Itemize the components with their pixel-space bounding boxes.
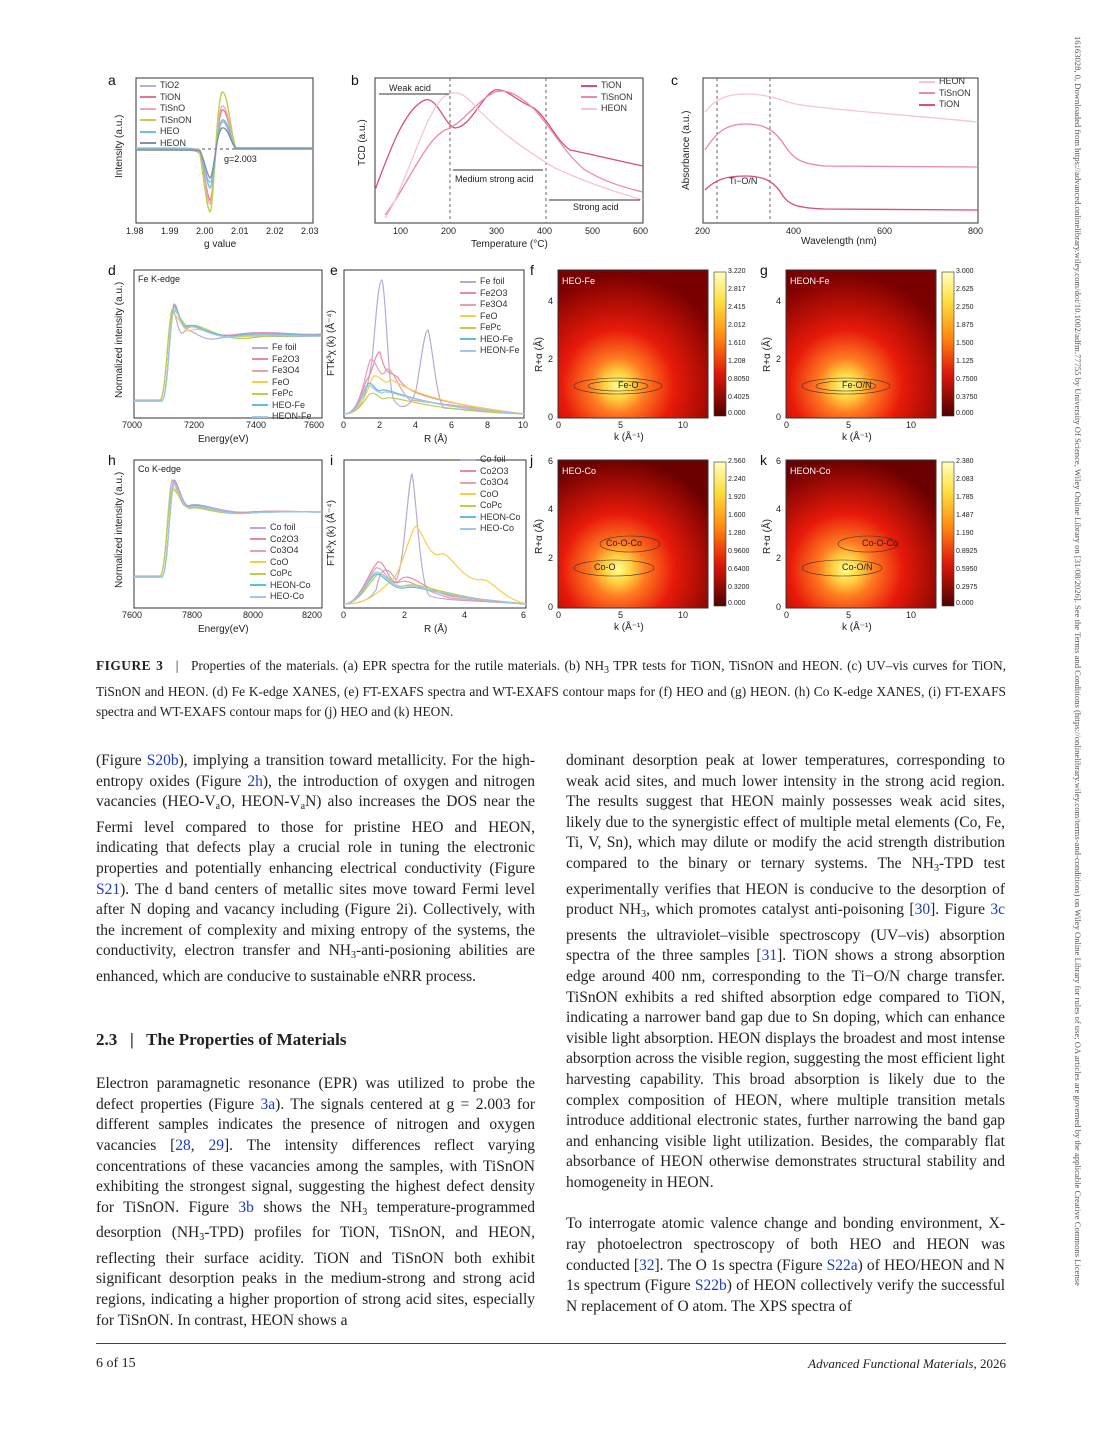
x-tick: 5: [846, 420, 852, 430]
subscript: 3: [641, 909, 647, 921]
x-tick: 0: [341, 610, 347, 620]
supplementary-link[interactable]: S22b: [694, 1277, 727, 1295]
strong-acid-label: Strong acid: [573, 202, 619, 212]
legend-label: Co foil: [480, 454, 506, 464]
side-license-note: [1072, 36, 1084, 1416]
supplementary-link[interactable]: S20b: [146, 752, 179, 769]
y-tick: 0: [548, 602, 554, 612]
colorbar-tick: 1.125: [956, 358, 974, 365]
legend-label: HEO-Fe: [272, 399, 306, 410]
panel-letter: a: [108, 72, 116, 88]
text: ), implying a transition toward metallicity. For the high-entropy oxides (Figure: [96, 752, 535, 790]
subscript: 3: [362, 1206, 368, 1218]
text: dominant desorption peak at lower temperatures, corresponding to weak acid sites, and much lower intensity in the strong acid region. The results suggest that HEON mainly possesses weak acid sites, likely due to the synergistic effect of multiple metal elements (Co, Fe, Ti, V, Sn), which may dilute or modify the acid strength distribution compared to the binary or ternary systems. The NH: [566, 752, 1005, 872]
panel-letter: e: [330, 262, 338, 278]
legend-label: FePc: [480, 322, 502, 332]
y-tick: 2: [776, 354, 782, 364]
fe-wt-map: [530, 260, 760, 450]
x-tick: 2.03: [301, 226, 319, 236]
legend-label: HEO-Co: [270, 591, 305, 601]
x-tick: 6: [521, 610, 527, 620]
edge-title: Co K-edge: [138, 464, 182, 474]
reference-link[interactable]: 28: [175, 1136, 191, 1154]
caption-text: Properties of the materials. (a) EPR spectra for the rutile materials. (b) NH: [190, 658, 604, 673]
medium-strong-acid-label: Medium strong acid: [455, 174, 534, 184]
panel-letter: i: [330, 452, 334, 468]
panel-letter: b: [351, 72, 359, 88]
legend-label: HEO-Co: [480, 523, 515, 533]
text: temperature-programmed desorption (NH: [96, 1198, 535, 1242]
legend: [252, 342, 312, 423]
text: ) of HEO/HEON and N 1s spectrum (Figure: [566, 1256, 1005, 1295]
weak-acid-label: Weak acid: [389, 83, 431, 93]
subscript: 3: [604, 665, 609, 676]
colorbar-tick: 2.625: [956, 286, 974, 293]
text: , which promotes catalyst anti-poisoning [: [646, 901, 915, 919]
x-tick: 7600: [304, 420, 325, 430]
text: ). The signals centered at g = 2.003 for different samples indicates the presence of nitrogen and oxygen vacancies [: [96, 1095, 536, 1154]
edge-title: Fe K-edge: [138, 274, 181, 284]
paragraph: [96, 1074, 535, 1331]
legend-label: FePc: [272, 388, 294, 398]
colorbar-tick: 0.9600: [728, 548, 750, 555]
text: N) also increases the DOS near the Fermi level compared to those for pristine HEO and HEON, indicating that defects play a crucial role in tuning the electronic properties and potentially enhancing electrical conductivity (Figure: [96, 793, 535, 877]
panel-letter: j: [530, 452, 534, 468]
colorbar-tick: 1.500: [956, 340, 974, 347]
paragraph: [566, 751, 1005, 1193]
x-axis-label: g value: [204, 239, 237, 250]
text: -TPD) profiles for TiON, TiSnON, and HEON, reflecting their surface acidity. TiON and TiSnON both exhibit significant desorption peaks in the medium-strong and strong acid regions, indicating a higher proportion of strong acid sites, especially for TiSnON. In contrast, HEON shows a: [96, 1224, 535, 1329]
legend-label: HEON-Fe: [480, 345, 520, 355]
text: ]. TiON shows a strong absorption edge around 400 nm, corresponding to the Ti−O/N charge transfer. TiSnON exhibits a red shifted absorption edge compared to TiON, indicating a narrower band gap due to Sn doping, which can enhance visible light absorption. HEON displays the broadest and most intense absorption across the visible region, suggesting the most efficient light harvesting capability. This broad absorption is likely due to the complex composition of HEON, where multiple transition metals introduce additional electronic states, further narrowing the band gap and enhancing visible light utilization. Besides, the comparably flat absorbance of HEON otherwise demonstrates structural stability and homogeneity in HEON.: [566, 947, 1006, 1191]
colorbar-tick: 1.875: [956, 322, 974, 329]
y-axis-label: R+α (Å): [534, 519, 545, 554]
figure-caption: [96, 656, 1006, 723]
legend-label: Fe foil: [480, 276, 505, 286]
legend-label: HEO: [160, 126, 180, 136]
x-tick: 400: [537, 226, 553, 236]
paragraph: [96, 751, 535, 988]
figure-3: [100, 70, 1012, 640]
colorbar-tick: 0.000: [728, 600, 746, 607]
legend-label: HEON: [939, 76, 966, 86]
colorbar-tick: 0.3750: [956, 394, 978, 401]
reference-link[interactable]: 32: [639, 1256, 655, 1274]
x-axis-label: k (Å⁻¹): [842, 432, 872, 443]
x-tick: 8200: [302, 610, 323, 620]
y-tick: 4: [776, 296, 782, 306]
text: ). The d band centers of metallic sites move toward Fermi level after N doping and vacancy including (Figure 2i). Collectively, with the increment of complexity and mixing entropy of the systems, the conductivity, electron transfer and NH: [96, 880, 535, 960]
panel-g: [758, 260, 988, 450]
x-tick: 800: [968, 226, 984, 236]
legend-label: Fe3O4: [480, 299, 508, 309]
x-tick: 1.99: [161, 226, 179, 236]
x-tick: 7800: [182, 610, 203, 620]
x-tick: 200: [695, 226, 711, 236]
panel-h: [100, 450, 335, 640]
x-axis-label: k (Å⁻¹): [614, 622, 644, 633]
x-axis-label: Wavelength (nm): [801, 236, 877, 247]
x-tick: 8: [485, 420, 491, 430]
journal-name: [808, 1356, 1006, 1372]
map-title: HEO-Co: [562, 466, 597, 476]
y-axis-label: FTk³χ (k) (Å⁻⁴): [326, 310, 337, 376]
colorbar-tick: 0.000: [956, 600, 974, 607]
legend-label: TiO2: [160, 80, 180, 90]
legend-label: Co foil: [270, 522, 296, 532]
colorbar-tick: 1.208: [728, 358, 746, 365]
colorbar-tick: 0.8050: [728, 376, 750, 383]
y-tick: 4: [548, 296, 554, 306]
legend-label: FeO: [480, 310, 498, 321]
x-tick: 400: [786, 226, 802, 236]
y-axis-label: R+α (Å): [762, 337, 773, 372]
legend-label: Co3O4: [270, 545, 299, 555]
co-o-co-path-label: Co-O-Co: [606, 538, 643, 548]
figure-link[interactable]: 3c: [990, 901, 1005, 919]
x-tick: 8000: [243, 610, 264, 620]
panel-letter: d: [108, 262, 116, 278]
y-tick: 2: [548, 354, 554, 364]
colorbar-tick: 0.7500: [956, 376, 978, 383]
figure-link[interactable]: 2h: [247, 772, 263, 790]
x-tick: 7200: [184, 420, 205, 430]
x-tick: 10: [678, 610, 689, 620]
text: -TPD test experimentally verifies that HEON is conducive to the desorption of product NH: [566, 854, 1006, 919]
ti-o-n-label: Ti−O/N: [729, 176, 758, 186]
y-tick: 2: [548, 553, 554, 563]
colorbar-tick: 0.2975: [956, 584, 978, 591]
fe-o-n-path-label: Fe-O/N: [842, 380, 872, 390]
y-axis-label: R+α (Å): [762, 519, 773, 554]
text: ]. The O 1s spectra (Figure: [654, 1256, 827, 1274]
x-axis-label: R (Å): [424, 434, 448, 445]
left-column: [96, 751, 535, 1331]
reference-link[interactable]: 31: [761, 947, 778, 965]
x-tick: 7000: [122, 420, 143, 430]
x-tick: 600: [877, 226, 893, 236]
legend-label: CoPc: [480, 500, 503, 510]
colorbar-tick: 1.600: [728, 512, 746, 519]
x-tick: 7400: [246, 420, 267, 430]
legend-label: HEON-Fe: [272, 411, 312, 421]
text: ]. The intensity differences reflect varying concentrations of these vacancies among the samples, with TiSnON exhibiting the strongest signal, suggesting the highest defect density for TiSnON. Figure: [96, 1136, 536, 1216]
legend-label: HEON-Co: [270, 579, 311, 590]
subscript: a: [300, 801, 306, 813]
legend-label: TiSnO: [160, 103, 186, 113]
legend-label: TiSnON: [160, 114, 192, 125]
legend: [919, 76, 971, 111]
panel-letter: k: [760, 452, 767, 468]
x-axis-label: Energy(eV): [198, 434, 249, 445]
fe-o-path-label: Fe-O: [618, 380, 639, 390]
colorbar-tick: 2.240: [728, 476, 746, 483]
y-axis-label: R+α (Å): [534, 337, 545, 372]
legend-label: Co3O4: [480, 477, 509, 487]
x-tick: 2.00: [196, 226, 214, 236]
x-tick: 100: [393, 226, 409, 236]
colorbar-tick: 1.920: [728, 494, 746, 501]
x-tick: 2.02: [266, 226, 284, 236]
colorbar-tick: 1.190: [956, 530, 974, 537]
fe-wt-map-heon: [758, 260, 988, 450]
legend-label: TiON: [160, 91, 181, 102]
legend-label: Fe3O4: [272, 365, 300, 375]
x-axis-label: k (Å⁻¹): [614, 432, 644, 443]
colorbar-tick: 0.6400: [728, 566, 750, 573]
legend: [460, 454, 521, 535]
text: O, HEON-V: [220, 793, 301, 811]
map-title: HEON-Co: [790, 466, 831, 476]
figure-label: FIGURE 3: [96, 658, 164, 673]
colorbar-tick: 2.560: [728, 458, 746, 465]
x-tick: 0: [556, 610, 562, 620]
reference-link[interactable]: 29: [208, 1136, 224, 1154]
x-axis-label: Energy(eV): [198, 624, 249, 635]
text: ]. Figure: [930, 901, 991, 919]
colorbar-tick: 3.000: [956, 268, 974, 275]
x-axis-label: R (Å): [424, 624, 448, 635]
x-axis-label: Temperature (°C): [471, 239, 548, 250]
colorbar-tick: 0.3200: [728, 584, 750, 591]
y-axis-label: Normalized intensity (a.u.): [114, 281, 125, 398]
text: ) of HEON collectively verify the successful N replacement of O atom. The XPS spectra of: [566, 1277, 1005, 1315]
y-axis-label: TCD (a.u.): [357, 119, 368, 166]
y-tick: 4: [548, 504, 554, 514]
right-column: [566, 751, 1005, 1317]
x-tick: 300: [489, 226, 505, 236]
y-axis-label: Intensity (a.u.): [114, 114, 125, 178]
text: -anti-posioning abilities are enhanced, which are conducive to sustainable eNRR process.: [96, 942, 535, 985]
co-o-path-label: Co-O: [594, 562, 616, 572]
x-tick: 600: [633, 226, 649, 236]
x-tick: 500: [585, 226, 601, 236]
y-tick: 6: [776, 456, 782, 466]
text: (Figure: [96, 752, 147, 769]
legend-label: Fe2O3: [480, 287, 508, 298]
subscript: 3: [350, 950, 356, 962]
page-number: 6 of 15: [96, 1356, 136, 1371]
legend: [140, 80, 192, 149]
figure-link[interactable]: 3b: [238, 1198, 254, 1216]
x-tick: 1.98: [126, 226, 144, 236]
x-tick: 0: [341, 420, 347, 430]
legend: [250, 522, 311, 603]
colorbar-tick: 0.000: [956, 410, 974, 417]
panel-b: [345, 70, 650, 255]
x-tick: 7600: [122, 610, 143, 620]
y-axis-label: FTk³χ (k) (Å⁻⁴): [326, 500, 337, 566]
y-axis-label: Absorbance (a.u.): [681, 110, 692, 190]
panel-letter: f: [530, 262, 534, 278]
y-tick: 0: [776, 602, 782, 612]
x-tick: 5: [618, 610, 624, 620]
x-tick: 0: [784, 610, 790, 620]
y-tick: 6: [548, 456, 554, 466]
colorbar-tick: 1.785: [956, 494, 974, 501]
legend-label: Co2O3: [480, 465, 509, 476]
caption-separator: |: [175, 658, 179, 673]
legend-label: Fe2O3: [272, 353, 300, 364]
legend-label: TiSnON: [601, 91, 633, 102]
text: ), the introduction of oxygen and nitrogen vacancies (HEO-V: [96, 772, 535, 811]
x-tick: 10: [906, 420, 917, 430]
map-title: HEON-Fe: [790, 276, 830, 286]
colorbar-tick: 2.380: [956, 458, 974, 465]
reference-link[interactable]: 30: [914, 901, 931, 919]
panel-c: [665, 70, 985, 255]
panel-k: [758, 450, 988, 640]
x-tick: 4: [462, 610, 468, 620]
x-tick: 2: [402, 610, 408, 620]
legend-label: HEON: [601, 103, 628, 113]
co-o-n-path-label: Co-O/N: [842, 562, 873, 572]
colorbar-tick: 1.610: [728, 340, 746, 347]
series-TiSnON: [705, 124, 978, 167]
colorbar-tick: 1.280: [728, 530, 746, 537]
legend-label: CoO: [480, 488, 499, 499]
panel-d: [100, 260, 335, 450]
x-tick: 6: [449, 420, 455, 430]
colorbar-tick: 1.487: [956, 512, 974, 519]
legend-label: CoO: [270, 556, 289, 567]
co-wt-map: [530, 450, 760, 640]
legend-label: Fe foil: [272, 342, 297, 352]
x-tick: 0: [556, 420, 562, 430]
subscript: a: [215, 801, 221, 813]
legend-label: HEO-Fe: [480, 333, 514, 344]
colorbar-tick: 2.012: [728, 322, 746, 329]
legend-label: Co2O3: [270, 533, 299, 544]
x-tick: 5: [846, 610, 852, 620]
text: Electron paramagnetic resonance (EPR) was utilized to probe the defect properties (Figure: [96, 1075, 535, 1113]
text: To interrogate atomic valence change and bonding environment, X-ray photoelectron spectroscopy of both HEO and HEON was conducted [: [566, 1215, 1005, 1274]
x-tick: 10: [906, 610, 917, 620]
x-tick: 0: [784, 420, 790, 430]
subscript: 3: [199, 1232, 205, 1244]
colorbar-tick: 3.220: [728, 268, 746, 275]
colorbar-tick: 2.817: [728, 286, 746, 293]
caption-text: TPR tests for TiON, TiSnON and HEON. (c) UV–vis curves for TiON, TiSnON and HEON. (d) Fe K-edge XANES, (e) FT-EXAFS spectra and WT-EXAFS contour maps for (f) HEO and (g) HEON. (h) Co K-edge XANES, (i) FT-EXAFS spectra and WT-EXAFS contour maps for (j) HEO and (k) HEON.: [96, 658, 1006, 720]
panel-e: [320, 260, 530, 450]
y-tick: 2: [776, 553, 782, 563]
x-tick: 10: [518, 420, 529, 430]
y-tick: 0: [776, 412, 782, 422]
legend-label: HEON-Co: [480, 511, 521, 522]
panel-letter: c: [671, 72, 678, 88]
g-value-annotation: g=2.003: [224, 154, 257, 164]
colorbar-tick: 0.5950: [956, 566, 978, 573]
x-axis-label: k (Å⁻¹): [842, 622, 872, 633]
x-tick: 200: [441, 226, 457, 236]
legend: [460, 276, 520, 357]
colorbar-tick: 0.4025: [728, 394, 750, 401]
colorbar-tick: 2.083: [956, 476, 974, 483]
y-tick: 0: [548, 412, 554, 422]
text: presents the ultraviolet–visible spectroscopy (UV–vis) absorption spectra of the three samples [: [566, 926, 1005, 965]
y-axis-label: Normalized intensity (a.u.): [114, 471, 125, 588]
journal-title: Advanced Functional Materials: [808, 1356, 974, 1371]
side-license-text: 16163028, 0, Downloaded from https://advanced.onlinelibrary.wiley.com/doi/10.1002/adfm.77755 by University Of Science, Wiley Online Library on [31/08/2026]. See the Terms and Conditions (https://onlinelibrary.wiley.com/terms-and-conditions) on Wiley Online Library for rules of use; OA articles are governed by the applicable Creative Commons License: [1073, 36, 1083, 1286]
colorbar-tick: 2.415: [728, 304, 746, 311]
figure-link[interactable]: 3a: [260, 1095, 276, 1113]
text: shows the NH: [253, 1198, 363, 1216]
paragraph: [566, 1214, 1005, 1317]
panel-letter: h: [108, 452, 116, 468]
legend-label: HEON: [160, 137, 187, 148]
x-tick: 2.01: [231, 226, 249, 236]
x-tick: 4: [413, 420, 419, 430]
panel-letter: g: [760, 262, 768, 278]
x-tick: 5: [618, 420, 624, 430]
panel-f: [530, 260, 760, 450]
legend: [581, 80, 633, 115]
footer-divider: [96, 1343, 1006, 1344]
map-title: HEO-Fe: [562, 276, 596, 286]
panel-j: [530, 450, 760, 640]
journal-year: , 2026: [973, 1356, 1006, 1371]
x-tick: 10: [678, 420, 689, 430]
legend-label: FeO: [272, 376, 290, 387]
x-tick: 2: [377, 420, 383, 430]
panel-i: [320, 450, 530, 640]
text: ,: [190, 1136, 209, 1154]
panel-a: [100, 70, 330, 255]
section-heading: 2.3 | The Properties of Materials: [96, 1029, 347, 1049]
legend-label: TiON: [601, 80, 622, 90]
legend-label: CoPc: [270, 568, 293, 578]
y-tick: 4: [776, 504, 782, 514]
legend-label: TiSnON: [939, 87, 971, 98]
supplementary-link[interactable]: S22a: [826, 1256, 858, 1274]
colorbar-tick: 2.250: [956, 304, 974, 311]
subscript: 3: [934, 862, 939, 874]
legend-label: TiON: [939, 99, 960, 109]
co-o-co-path-label: Co-O-Co: [862, 538, 899, 548]
colorbar-tick: 0.000: [728, 410, 746, 417]
colorbar-tick: 0.8925: [956, 548, 978, 555]
supplementary-link[interactable]: S21: [96, 880, 121, 898]
